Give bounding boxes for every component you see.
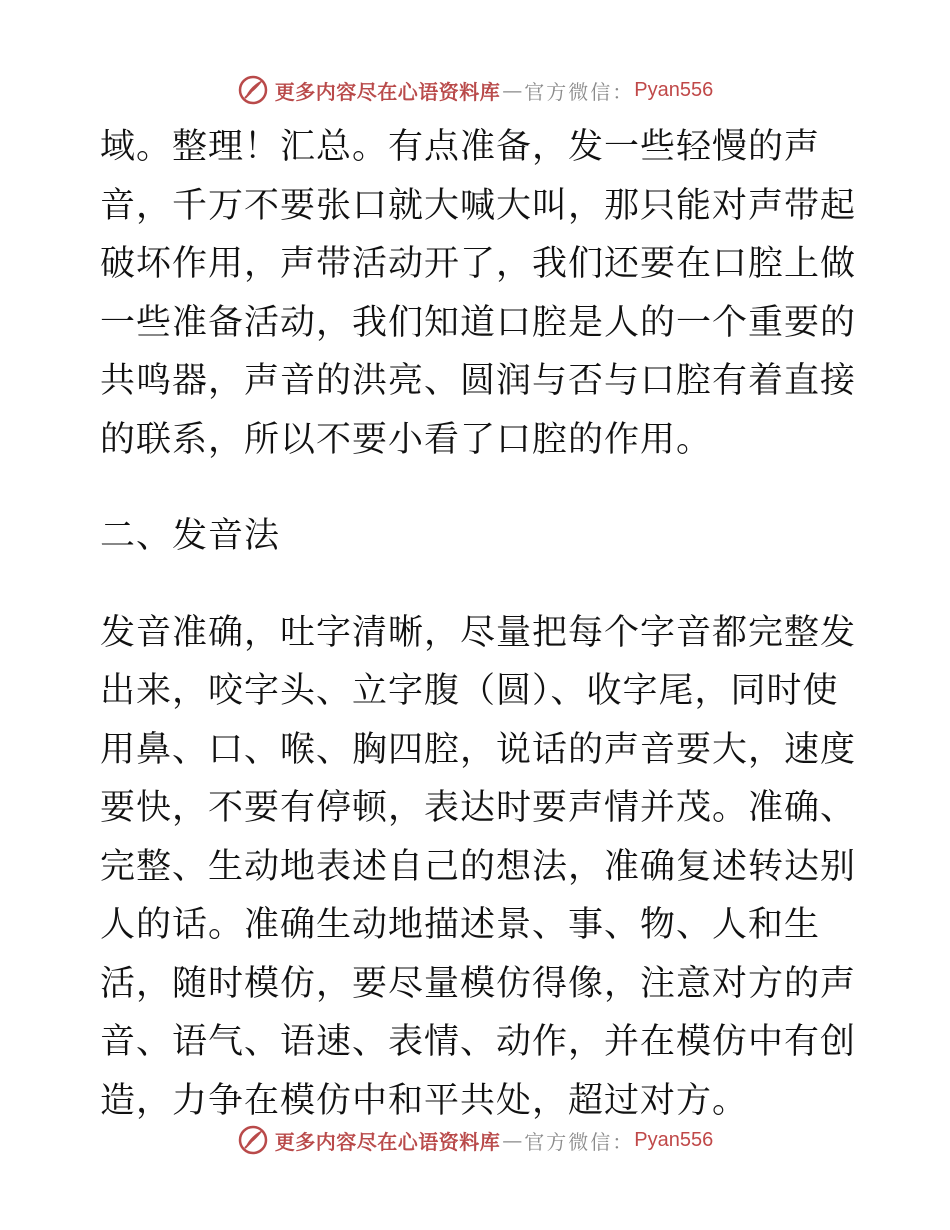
- header-official-label: 官方微信：: [524, 79, 635, 104]
- footer-separator: —: [502, 1128, 523, 1152]
- document-body: [100, 118, 860, 1130]
- footer-wechat-id: Pyan556: [634, 1128, 714, 1151]
- feather-quill-logo-icon: [237, 1124, 269, 1156]
- paragraph-2: 发音准确，吐字清晰，尽量把每个字音都完整发出来，咬字头、立字腹（圆）、收字尾，同时使用鼻、口、喉、胸四腔，说话的声音要大，速度要快，不要有停顿，表达时要声情并茂。准确、完整、生动地表述自己的想法，准确复述转达别人的话。准确生动地描述景、事、物、人和生活，随时模仿，要尽量模仿得像，注意对方的声音、语气、语速、表情、动作，并在模仿中有创造，力争在模仿中和平共处，超过对方。: [100, 612, 857, 1121]
- header-brand-text: 更多内容尽在心语资料库: [274, 79, 501, 104]
- section-heading: 二、发音法: [100, 516, 281, 556]
- footer-official-label: 官方微信：: [524, 1129, 635, 1154]
- header-separator: —: [502, 78, 523, 102]
- paragraph-1: 域。整理！汇总。有点准备，发一些轻慢的声音，千万不要张口就大喊大叫，那只能对声带起破坏作用，声带活动开了，我们还要在口腔上做一些准备活动，我们知道口腔是人的一个重要的共鸣器，声音的洪亮、圆润与否与口腔有着直接的联系，所以不要小看了口腔的作用。: [100, 127, 857, 460]
- footer-banner: [0, 1120, 950, 1160]
- footer-brand-text: 更多内容尽在心语资料库: [274, 1129, 501, 1154]
- header-banner: [0, 70, 950, 110]
- feather-quill-logo-icon: [237, 74, 269, 106]
- header-wechat-id: Pyan556: [634, 78, 714, 101]
